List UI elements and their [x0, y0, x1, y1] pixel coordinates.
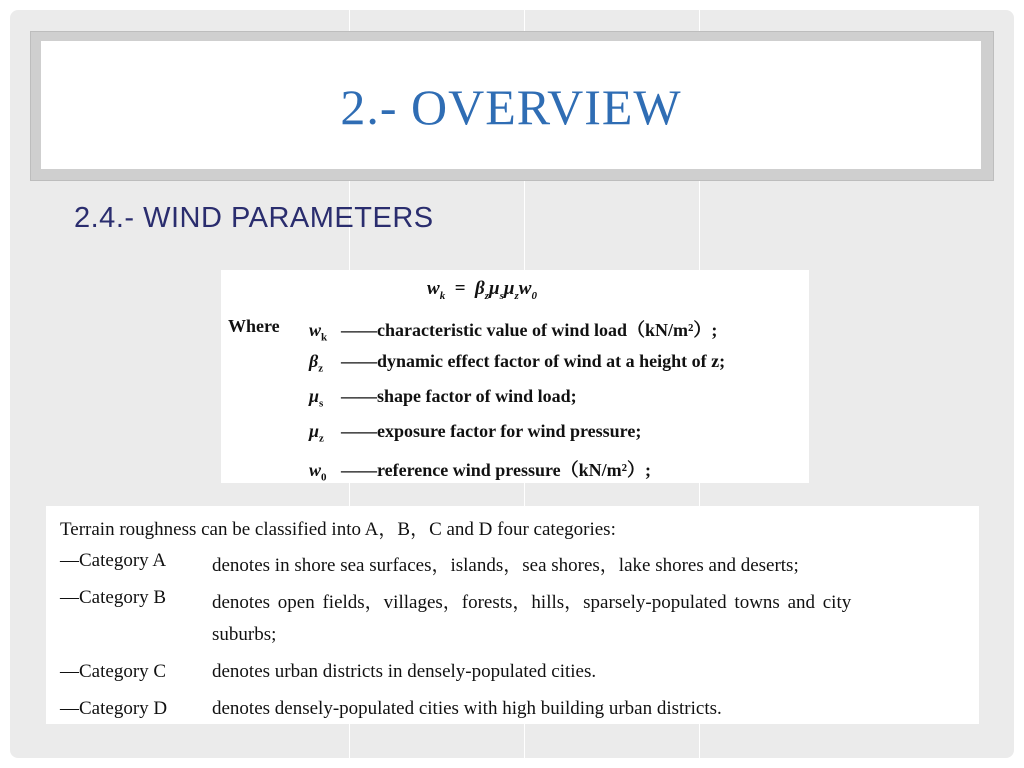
definition-dash: —— [341, 421, 377, 441]
definition-symbol: $\mu_s$ [309, 386, 324, 410]
formula-term-sub: z [514, 289, 519, 302]
title-frame [30, 31, 994, 181]
category-label: —Category C [60, 661, 167, 682]
definition-text: exposure factor for wind pressure; [377, 421, 642, 441]
formula-term: β [475, 278, 485, 299]
formula-term-sub: 0 [531, 289, 537, 302]
terrain-roughness-image [46, 506, 979, 724]
formula-term: μ [489, 278, 500, 299]
definition-row [309, 386, 577, 410]
definition-row [309, 456, 651, 484]
definition-text: characteristic value of wind load（kN/m²）; [377, 320, 718, 340]
definition-symbol: $w_0$ [309, 460, 327, 484]
definition-dash: —— [341, 351, 377, 371]
terrain-intro: Terrain roughness can be classified into A，B，C and D four categories: [60, 519, 616, 540]
formula-lhs-sub: k [439, 289, 446, 302]
definition-text: dynamic effect factor of wind at a height of z; [377, 351, 726, 371]
category-label: —Category D [60, 698, 168, 719]
category-description: denotes densely-populated cities with high building urban districts. [212, 698, 722, 719]
category-description: denotes open fields，villages，forests，hills，sparsely-populated towns and city [212, 592, 852, 613]
definition-dash: —— [341, 386, 377, 406]
formula-term-sub: s [499, 289, 504, 302]
where-label: Where [228, 316, 280, 336]
definition-text: reference wind pressure（kN/m²）; [377, 460, 652, 480]
definition-symbol: $\beta_z$ [309, 351, 324, 375]
formula-equation [427, 278, 537, 302]
title-box [41, 41, 981, 169]
formula-equals: = [454, 278, 466, 299]
definition-row [309, 421, 641, 445]
definition-text: shape factor of wind load; [377, 386, 577, 406]
category-description: denotes in shore sea surfaces，islands，sea shores，lake shores and deserts; [212, 555, 799, 576]
definition-dash: —— [341, 320, 377, 340]
category-description-continued: suburbs; [212, 624, 277, 645]
definition-dash: —— [341, 460, 377, 480]
formula-lhs: w [427, 278, 440, 299]
category-label: —Category A [60, 550, 167, 571]
formula-image [221, 270, 809, 483]
slide-title: 2.- OVERVIEW [340, 79, 682, 135]
category-description: denotes urban districts in densely-populated cities. [212, 661, 597, 682]
formula-term: μ [503, 278, 515, 299]
slide-background [10, 10, 1014, 758]
formula-term: w [518, 278, 532, 299]
definition-symbol: $\mu_z$ [309, 421, 324, 445]
slide-subtitle: 2.4.- WIND PARAMETERS [74, 202, 434, 234]
definition-row [309, 316, 717, 344]
definition-row [309, 351, 725, 375]
formula-term-sub: z [484, 289, 490, 302]
category-label: —Category B [60, 587, 167, 608]
definition-symbol: $w_k$ [309, 320, 328, 344]
